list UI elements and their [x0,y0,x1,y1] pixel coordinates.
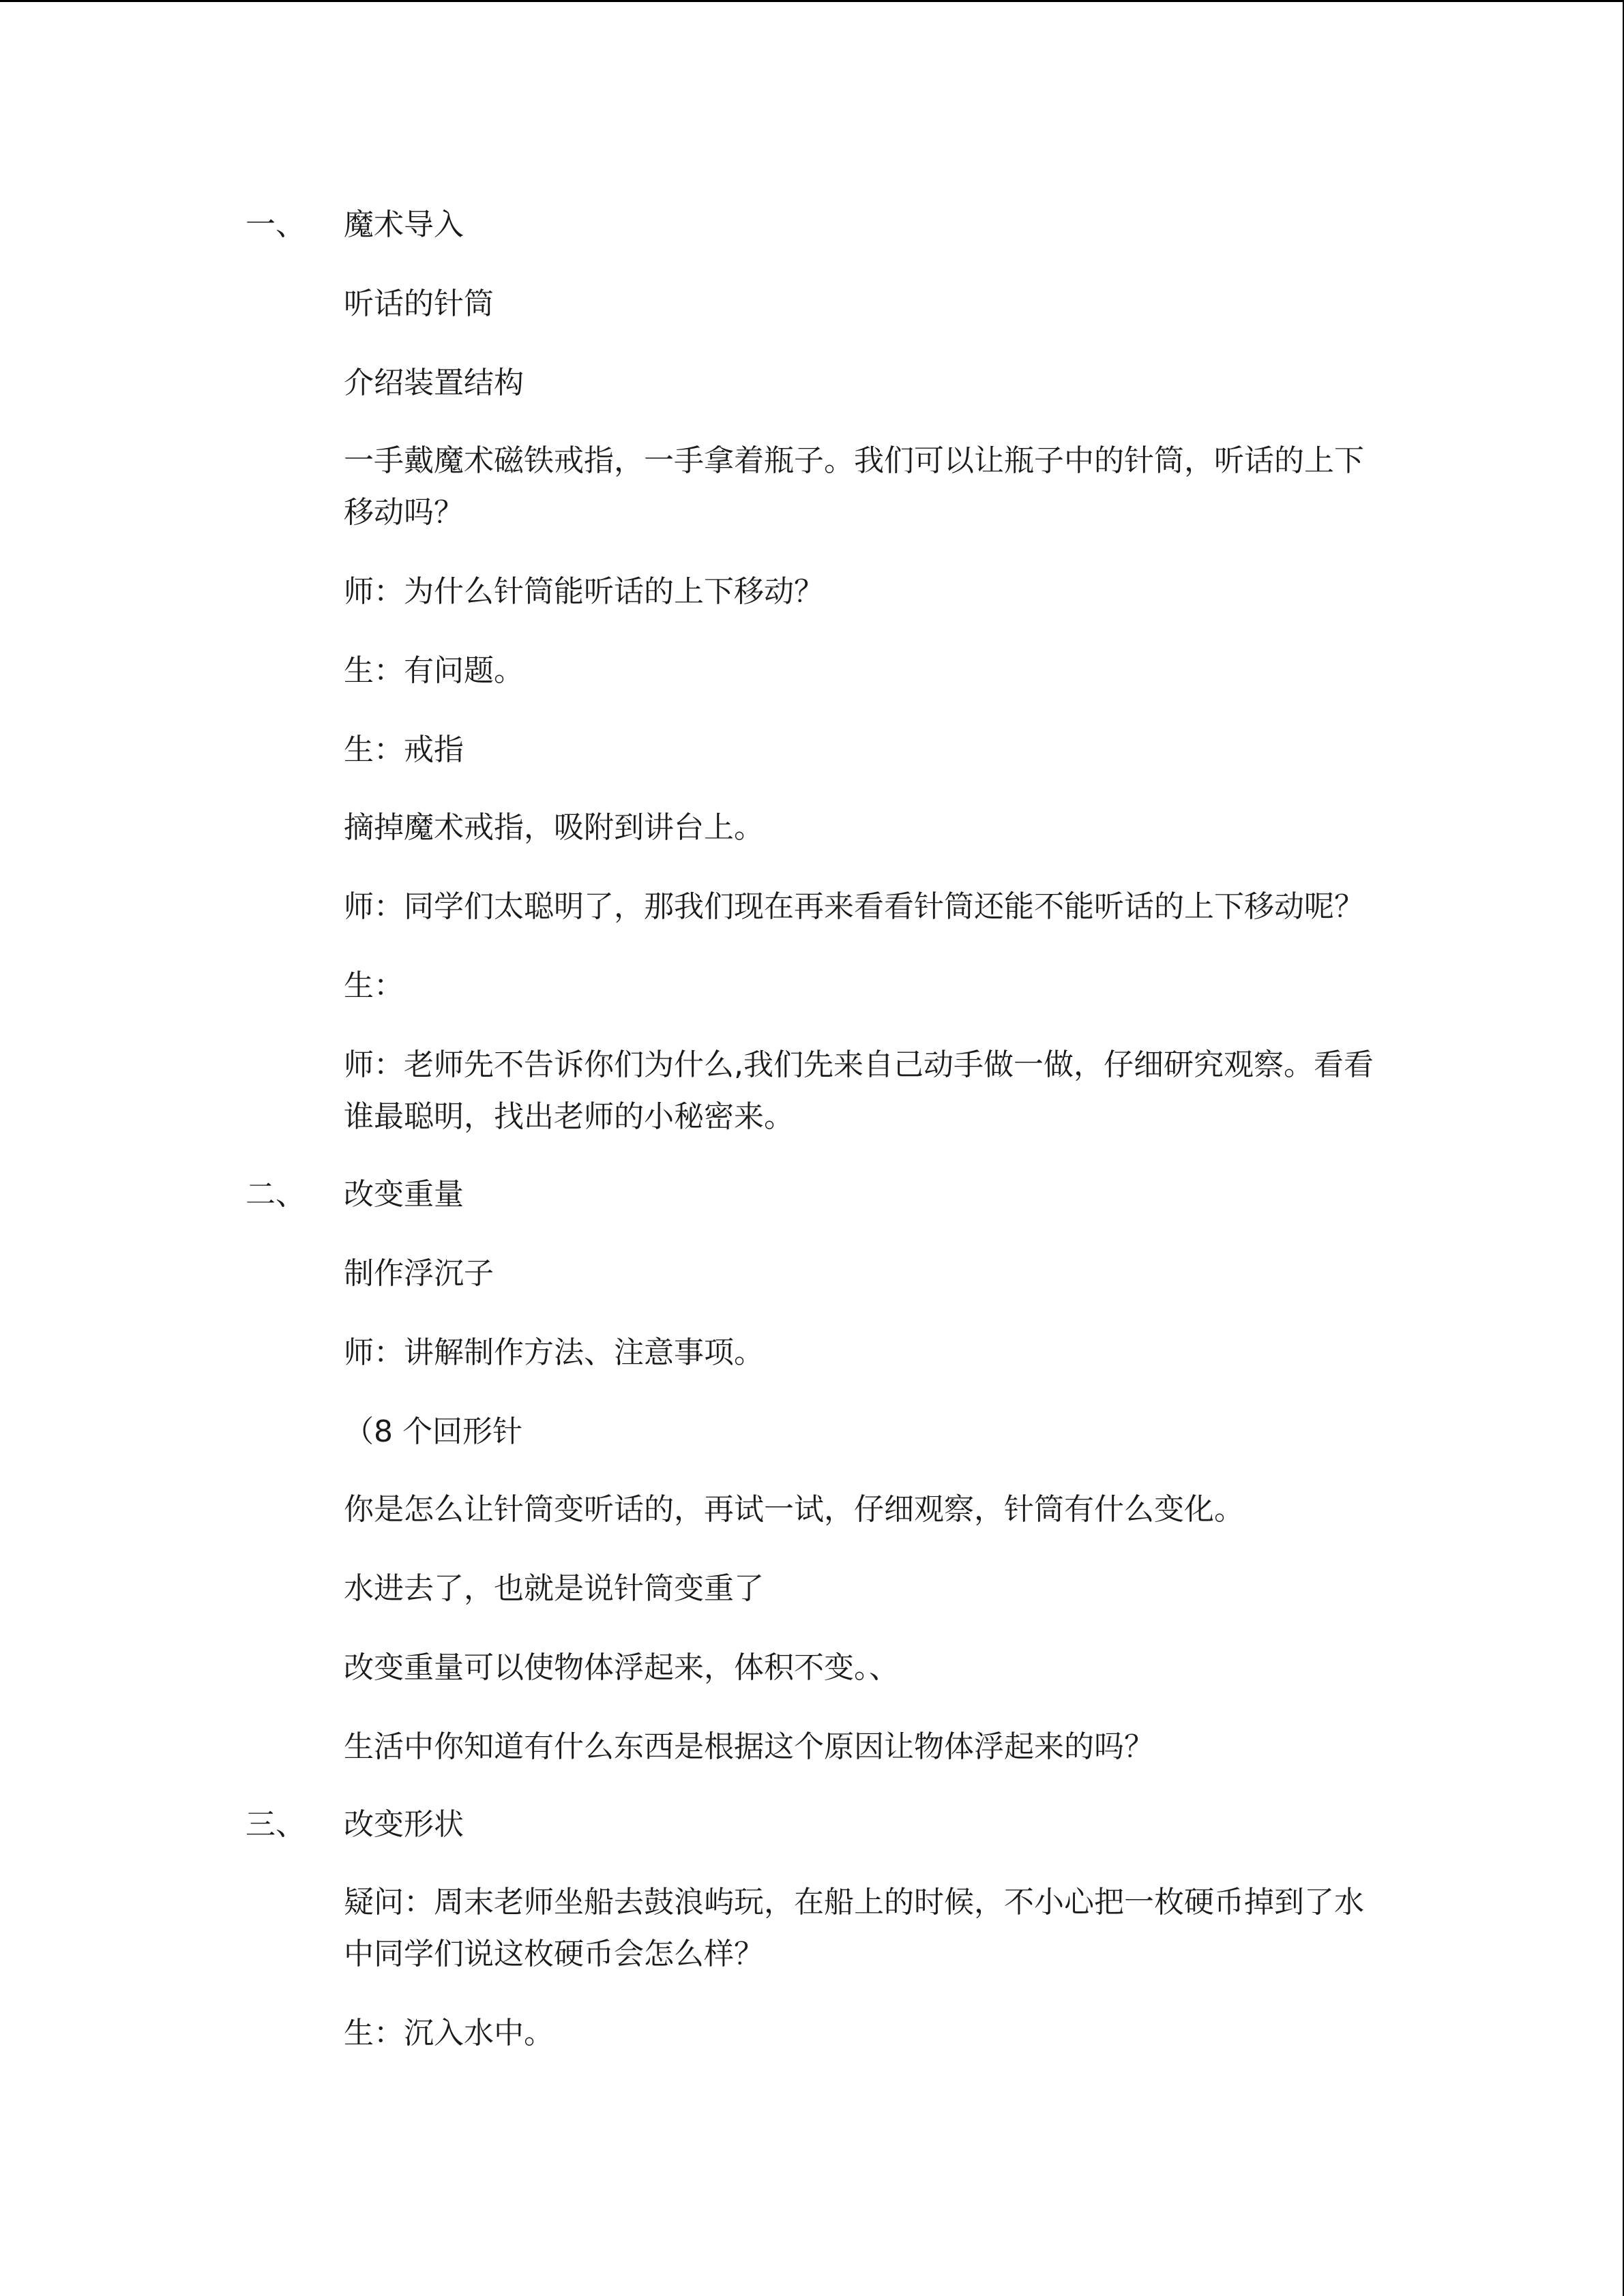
section-2-line-4: 你是怎么让针筒变听话的，再试一试，仔细观察，针筒有什么变化。 [344,1492,1244,1527]
section-1-number: 一、 [246,207,306,242]
section-1-line-2: 介绍装置结构 [344,366,524,400]
section-1-line-4: 移动吗？ [344,495,464,530]
section-2-line-2: 师：讲解制作方法、注意事项。 [344,1335,764,1370]
section-1-line-11: 师：老师先不告诉你们为什么,我们先来自己动手做一做，仔细研究观察。看看 [344,1047,1374,1082]
section-2-line-3: （8 个回形针 [344,1414,522,1449]
section-2-line-6: 改变重量可以使物体浮起来，体积不变。、 [344,1650,899,1685]
section-1-line-1: 听话的针筒 [344,286,494,321]
section-3-line-3: 生：沉入水中。 [344,2016,554,2051]
section-2-line-5: 水进去了，也就是说针筒变重了 [344,1571,764,1606]
section-3-heading: 改变形状 [344,1807,464,1842]
section-1-line-5: 师：为什么针筒能听话的上下移动？ [344,574,824,609]
section-1-line-7: 生：戒指 [344,732,464,767]
section-3-line-2: 中同学们说这枚硬币会怎么样？ [344,1937,764,1971]
section-2-heading: 改变重量 [344,1177,464,1212]
section-1-line-10: 生： [344,968,404,1003]
section-2-line-7: 生活中你知道有什么东西是根据这个原因让物体浮起来的吗？ [344,1729,1154,1764]
section-3-line-1: 疑问：周末老师坐船去鼓浪屿玩，在船上的时候，不小心把一枚硬币掉到了水 [344,1885,1364,1920]
section-1-line-8: 摘掉魔术戒指，吸附到讲台上。 [344,810,764,845]
page-top-border [0,0,1624,2]
section-1-line-9: 师：同学们太聪明了，那我们现在再来看看针筒还能不能听话的上下移动呢？ [344,889,1364,924]
section-2-number: 二、 [246,1177,306,1212]
section-1-heading: 魔术导入 [344,207,464,242]
section-1-line-12: 谁最聪明，找出老师的小秘密来。 [344,1099,794,1134]
section-1-line-6: 生：有问题。 [344,653,524,688]
section-3-number: 三、 [246,1807,306,1842]
section-2-line-1: 制作浮沉子 [344,1256,494,1291]
section-1-line-3: 一手戴魔术磁铁戒指，一手拿着瓶子。我们可以让瓶子中的针筒，听话的上下 [344,443,1364,478]
